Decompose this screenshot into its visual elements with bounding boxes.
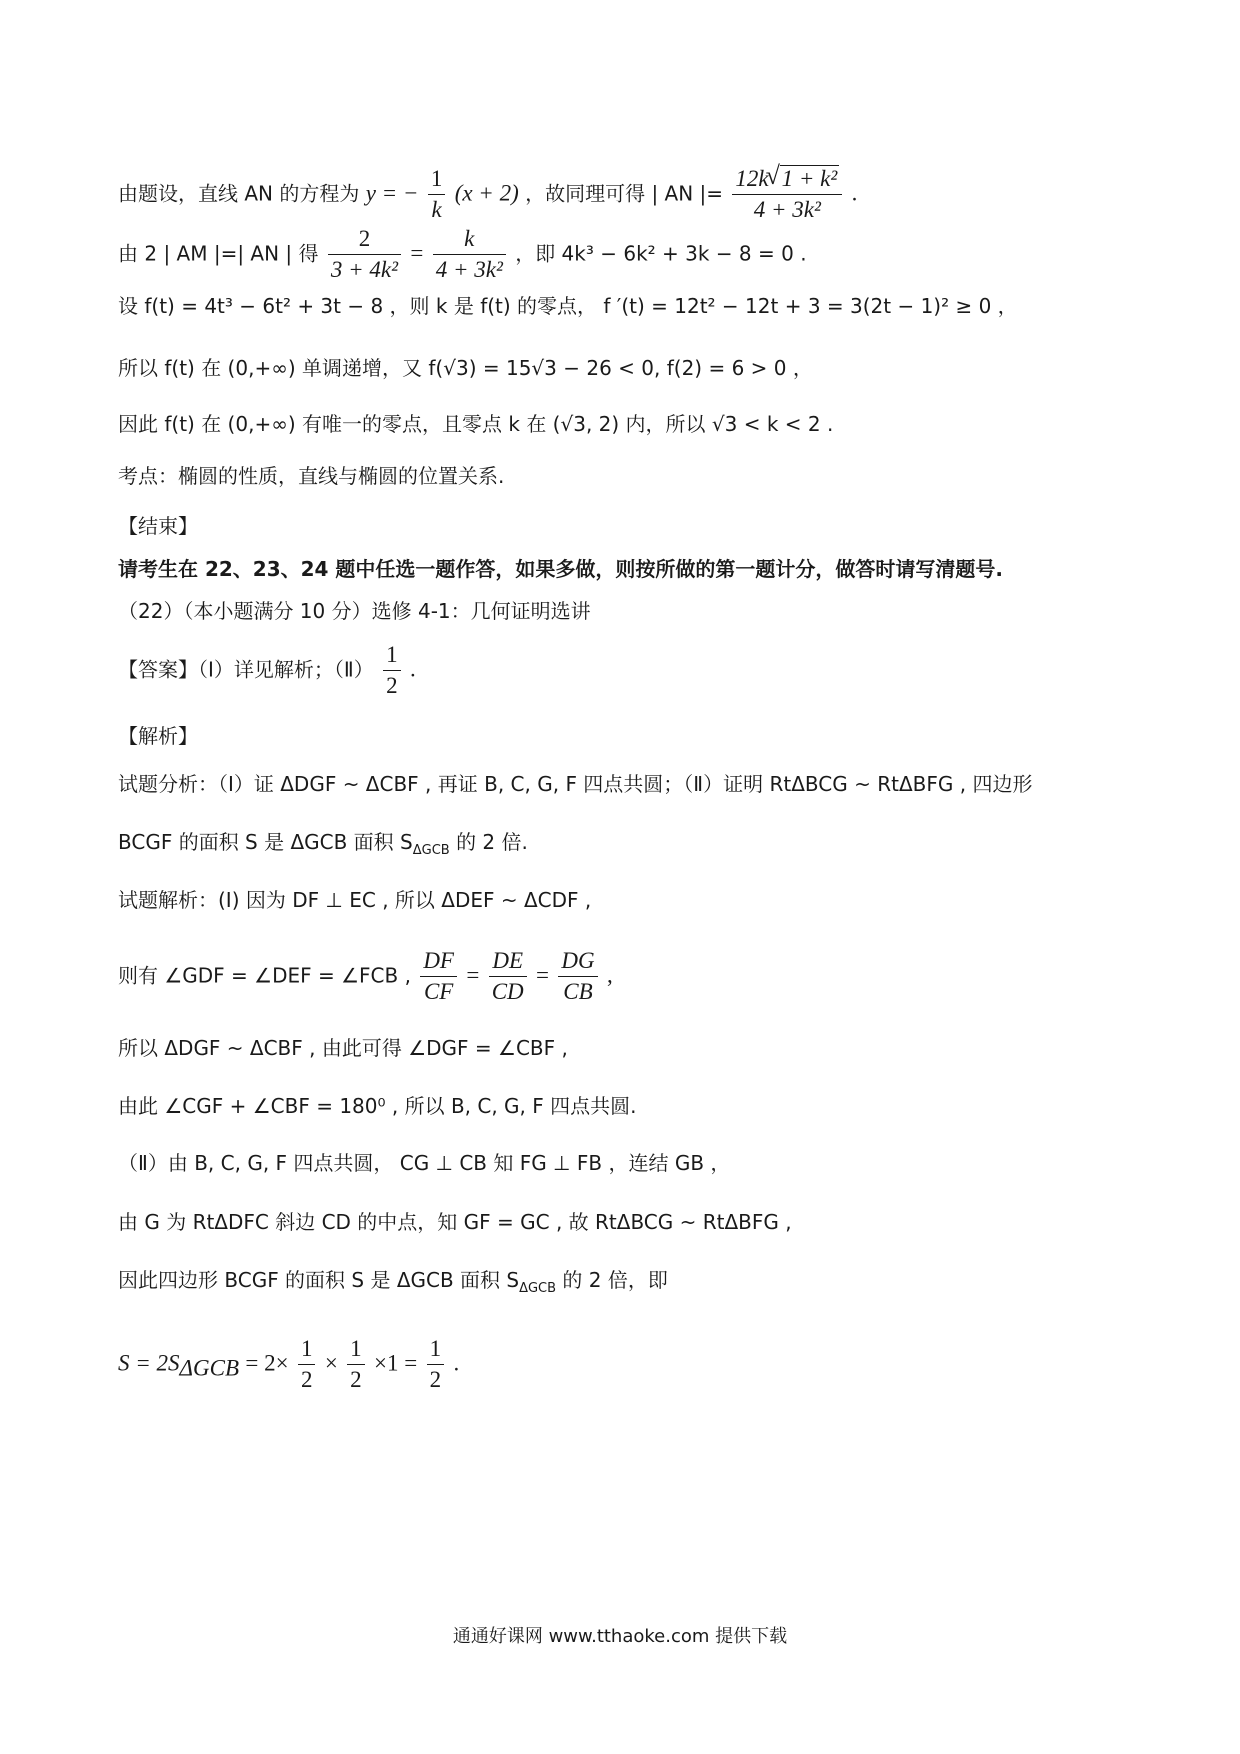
text-line [118, 226, 807, 284]
text-segment: 【答案】（Ⅰ）详见解析；（Ⅱ） [118, 657, 374, 682]
denominator: CB [563, 979, 593, 1005]
question-header: （22）（本小题满分 10 分）选修 4-1：几何证明选讲 [118, 599, 591, 623]
fraction [489, 948, 527, 1006]
text-segment: 的 2 倍，即 [562, 1268, 668, 1292]
equals: = [466, 962, 480, 988]
fraction [428, 166, 446, 224]
text-line: 所以 ΔDGF ~ ΔCBF , 由此可得 ∠DGF = ∠CBF , [118, 1036, 568, 1060]
text-segment: 由 2 | AM |=| AN | 得 [118, 241, 319, 266]
subscript: ΔGCB [179, 1355, 240, 1381]
text-line: 试题解析：(Ⅰ) 因为 DF ⊥ EC , 所以 ΔDEF ~ ΔCDF , [118, 888, 592, 912]
math-expression: y = − [365, 180, 419, 206]
fraction [347, 1336, 365, 1394]
fraction [298, 1336, 316, 1394]
numerator [732, 166, 842, 195]
equals: = [410, 240, 424, 266]
text-segment: BCGF 的面积 S 是 ΔGCB 面积 S [118, 830, 413, 854]
text-segment: ，故同理可得 | AN |= [525, 181, 724, 206]
text-segment: 因此四边形 BCGF 的面积 S 是 ΔGCB 面积 S [118, 1268, 520, 1292]
numerator-part: 12k [735, 166, 769, 191]
numerator: 2 [328, 226, 401, 255]
text-line [118, 1266, 668, 1303]
denominator: 2 [350, 1367, 362, 1393]
text-line [118, 948, 613, 1006]
denominator: 2 [300, 1367, 313, 1393]
text-line [118, 828, 528, 865]
fraction [420, 948, 457, 1006]
text-line [118, 166, 857, 224]
text-line: 所以 f(t) 在 (0,+∞) 单调递增，又 f(√3) = 15√3 − 26 < 0, f(2) = 6 > 0 ， [118, 356, 813, 380]
text-segment: 的 2 倍. [456, 830, 528, 854]
math-expression: = 2× [245, 1350, 289, 1376]
denominator: 2 [429, 1367, 442, 1393]
numerator: 1 [383, 642, 401, 671]
text-line: 试题分析：（Ⅰ）证 ΔDGF ~ ΔCBF , 再证 B, C, G, F 四点共圆；（Ⅱ）证明 RtΔBCG ~ RtΔBFG , 四边形 [118, 772, 1033, 796]
numerator: DF [420, 948, 457, 977]
answer-line [118, 642, 416, 700]
denominator: 4 + 3k² [435, 257, 503, 283]
text-segment: 由题设，直线 AN 的方程为 [118, 181, 360, 206]
text-line: 设 f(t) = 4t³ − 6t² + 3t − 8 ，则 k 是 f(t) 的零点， f ′(t) = 12t² − 12t + 3 = 3(2t − 1)² ≥ 0 ， [118, 294, 1018, 318]
denominator: k [431, 197, 442, 223]
numerator: 1 [428, 166, 446, 195]
denominator: 4 + 3k² [753, 197, 821, 223]
numerator: DG [558, 948, 597, 977]
fraction [558, 948, 597, 1006]
fraction [328, 226, 401, 284]
fraction [433, 226, 506, 284]
comma: , [606, 962, 613, 988]
fraction [383, 642, 401, 700]
subscript: ΔGCB [412, 843, 450, 858]
period: . [409, 656, 416, 682]
period: . [851, 180, 858, 206]
numerator: 1 [347, 1336, 365, 1365]
math-expression: ×1 = [374, 1350, 418, 1376]
equals: = [536, 962, 549, 988]
section-marker: 【解析】 [118, 724, 198, 748]
text-line: （Ⅱ）由 B, C, G, F 四点共圆， CG ⊥ CB 知 FG ⊥ FB ，连结 GB ， [118, 1151, 731, 1175]
text-segment: ，即 4k³ − 6k² + 3k − 8 = 0 . [515, 241, 807, 266]
text-line: 由此 ∠CGF + ∠CBF = 180⁰ , 所以 B, C, G, F 四点共圆. [118, 1094, 637, 1118]
numerator: DE [489, 948, 527, 977]
section-marker: 【结束】 [118, 514, 198, 538]
math-expression: S = 2S [118, 1350, 180, 1376]
equation-line [118, 1336, 459, 1394]
text-line: 因此 f(t) 在 (0,+∞) 有唯一的零点，且零点 k 在 (√3, 2) 内，所以 √3 < k < 2 . [118, 412, 834, 436]
radicand: 1 + k² [781, 166, 838, 191]
text-line: 考点：椭圆的性质，直线与椭圆的位置关系. [118, 464, 505, 488]
numerator: k [433, 226, 506, 255]
denominator: 2 [386, 673, 398, 699]
fraction [732, 166, 842, 224]
sqrt-symbol [769, 166, 840, 192]
fraction [427, 1336, 445, 1394]
text-segment: 则有 ∠GDF = ∠DEF = ∠FCB , [118, 963, 411, 988]
numerator: 1 [427, 1336, 445, 1365]
period: . [453, 1350, 460, 1376]
denominator: CF [423, 979, 454, 1005]
text-line: 由 G 为 RtΔDFC 斜边 CD 的中点，知 GF = GC , 故 RtΔBCG ~ RtΔBFG , [118, 1210, 792, 1234]
numerator: 1 [298, 1336, 316, 1365]
page-footer: 通通好课网 www.tthaoke.com 提供下载 [452, 1626, 788, 1647]
times-sign: × [324, 1350, 338, 1376]
denominator: 3 + 4k² [330, 257, 399, 283]
math-expression: (x + 2) [454, 180, 519, 206]
subscript: ΔGCB [519, 1281, 557, 1296]
denominator: CD [491, 979, 524, 1005]
instruction-text: 请考生在 22、23、24 题中任选一题作答，如果多做，则按所做的第一题计分，做答时请写清题号. [118, 557, 1004, 581]
